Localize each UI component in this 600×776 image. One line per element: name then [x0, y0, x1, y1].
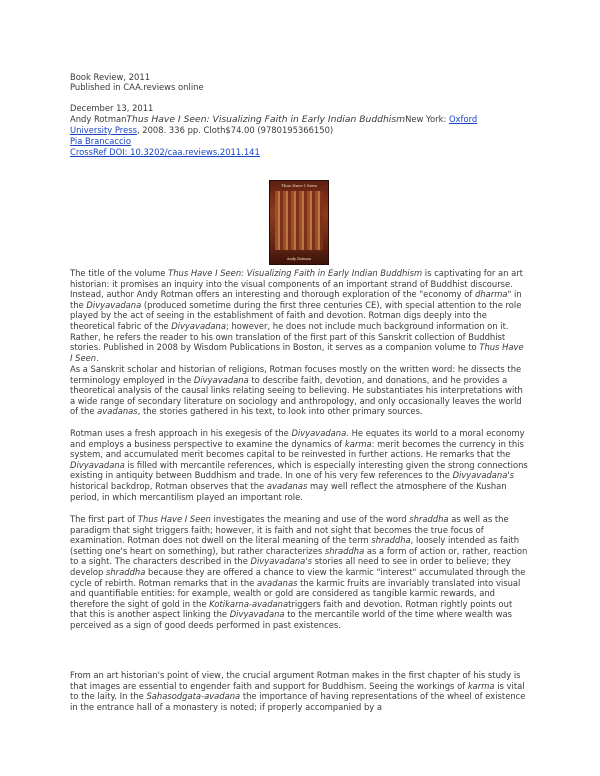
book-title: Thus Have I Seen: Visualizing Faith in Early Indian Buddhism	[126, 114, 406, 125]
publication-venue: Published in CAA.reviews online	[70, 82, 204, 92]
cover-title: Thus Have I Seen	[281, 183, 317, 188]
review-type: Book Review, 2011	[70, 72, 151, 82]
review-date: December 13, 2011	[70, 103, 154, 113]
cover-author: Andy Rotman	[287, 257, 311, 261]
paragraph-5: From an art historian's point of view, the crucial argument Rotman makes in the first chapter of his study is that images are essential to engender faith and support for Buddhism. Seeing the workings of karma is vital to the laity. In the Sahasodgata-avadana the importance of having representations of the wheel of existence in the entrance hall of a monastery is noted; if properly accompanied by a	[70, 670, 526, 712]
book-cover-image	[269, 180, 329, 265]
cover-artwork	[275, 191, 323, 250]
paragraph-4: The first part of Thus Have I Seen investigates the meaning and use of the word shraddha as well as the paradigm that sight triggers faith; however, it is faith and not sight that becomes the true focus of examination. Rotman does not dwell on the literal meaning of the term shraddha, loosely intended as faith (setting one's heart on something), but rather characterizes shraddha as a form of action or, rather, reaction to a sight. The characters described in the Divyavadana's stories all need to see in order to believe; they develop shraddha because they are offered a chance to view the karmic "interest" accumulated through the cycle of rebirth. Rotman remarks that in the avadanas the karmic fruits are invariably translated into visual and quantifiable entities: for example, wealth or gold are considered as tangible karmic rewards, and therefore the sight of gold in the Kotikarna-avadanatriggers faith and devotion. Rotman rightly points out that this is another aspect linking the Divyavadana to the mercantile world of the time where wealth was perceived as a sign of good deeds performed in past existences.	[70, 514, 528, 630]
publication-place: New York:	[405, 114, 449, 124]
publisher-link[interactable]: Oxford	[448, 114, 478, 124]
book-author: Andy Rotman	[70, 114, 127, 124]
doi-link[interactable]: CrossRef DOI: 10.3202/caa.reviews.2011.141	[70, 147, 260, 157]
paragraph-3: Rotman uses a fresh approach in his exegesis of the Divyavadana. He equates its world to a moral economy and employs a business perspective to examine the dynamics of karma: merit becomes the currency in this system, and accumulated merit becomes capital to be reinvested in further actions. He remarks that the Divyavadana is filled with mercantile references, which is especially interesting given the strong connections existing in antiquity between Buddhism and trade. In one of his very few references to the Divyavadana's historical backdrop, Rotman observes that the avadanas may well reflect the atmosphere of the Kushan period, in which mercantilism played an important role.	[70, 428, 528, 502]
reviewer-link[interactable]: Pia Brancaccio	[70, 136, 132, 146]
book-details: , 2008. 336 pp. Cloth$74.00 (9780195366150)	[136, 125, 334, 135]
publisher-link-cont[interactable]: University Press	[70, 125, 137, 135]
paragraph-2: As a Sanskrit scholar and historian of religions, Rotman focuses mostly on the written word: he dissects the terminology employed in the Divyavadana to describe faith, devotion, and donations, and he provides a theoretical analysis of the causal links relating seeing to believing. He substantiates his interpretations with a wide range of secondary literature on sociology and anthropology, and only occasionally leaves the world of the avadanas, the stories gathered in his text, to look into other primary sources.	[70, 364, 523, 417]
paragraph-1: The title of the volume Thus Have I Seen: Visualizing Faith in Early Indian Buddhism is captivating for an art historian: it promises an inquiry into the visual components of an important strand of Buddhist discourse. Instead, author Andy Rotman offers an interesting and thorough exploration of the "economy of dharma" in the Divyavadana (produced sometime during the first three centuries CE), with special attention to the role played by the act of seeing in the establishment of faith and devotion. Rotman digs deeply into the theoretical fabric of the Divyavadana; however, he does not include much background information on it. Rather, he refers the reader to his own translation of the first part of this Sanskrit collection of Buddhist stories. Published in 2008 by Wisdom Publications in Boston, it serves as a companion volume to Thus Have I Seen.	[70, 268, 524, 363]
citation-line	[70, 114, 477, 126]
citation-line-2	[70, 125, 333, 136]
